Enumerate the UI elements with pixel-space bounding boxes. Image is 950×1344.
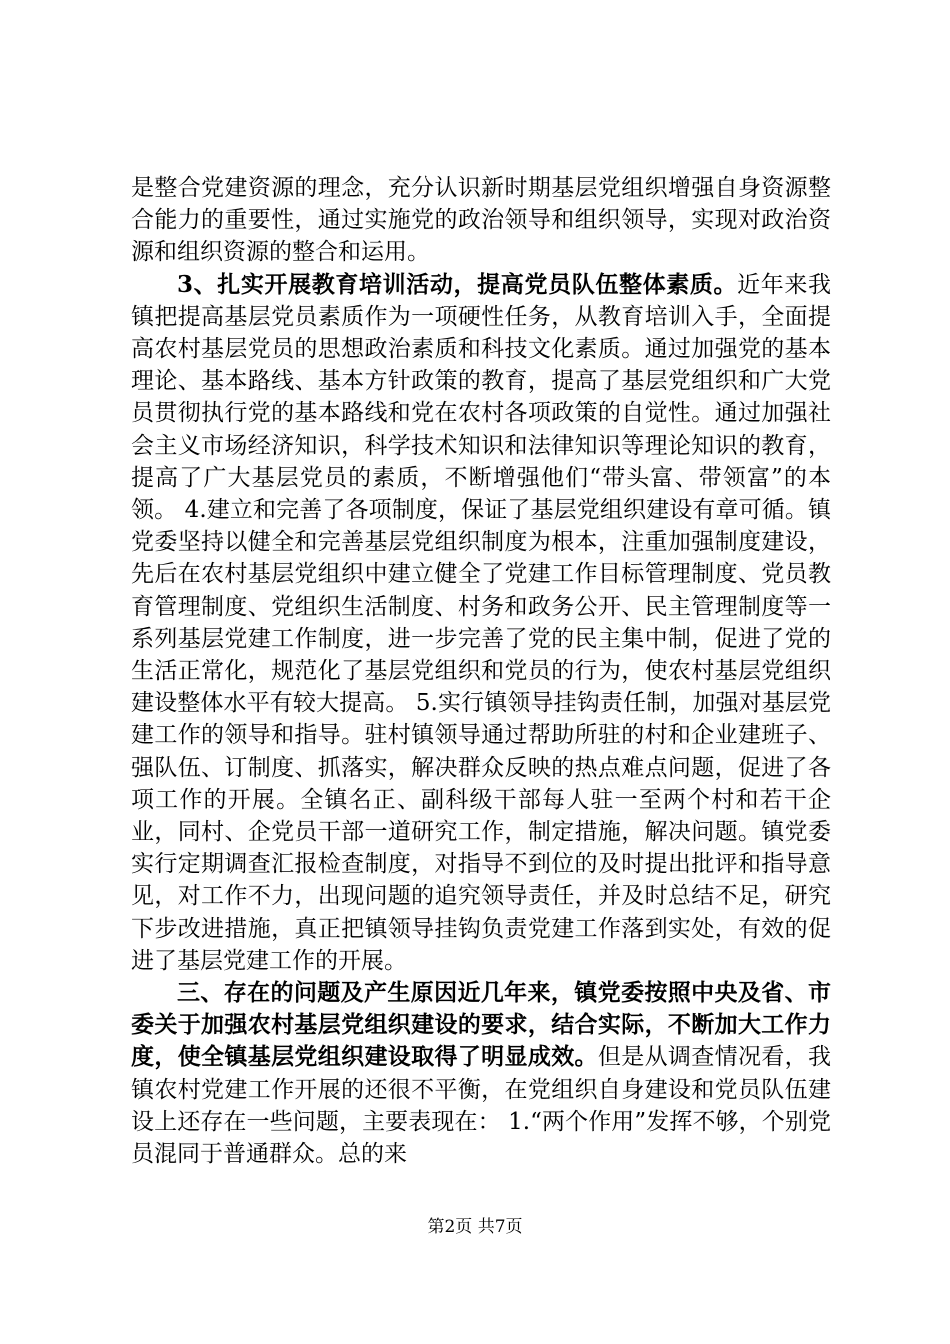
section-3-heading: 3、扎实开展教育培训活动，提高党员队伍整体素质。 xyxy=(177,270,738,298)
paragraph-3 xyxy=(131,977,831,1170)
paragraph-2-text: 近年来我镇把提高基层党员素质作为一项硬性任务，从教育培训入手，全面提高农村基层党员的思想政治素质和科技文化素质。通过加强党的基本理论、基本路线、基本方针政策的教育，提高了基层党组织和广大党员贯彻执行党的基本路线和党在农村各项政策的自觉性。通过加强社会主义市场经济知识，科学技术知识和法律知识等理论知识的教育，提高了广大基层党员的素质，不断增强他们“带头富、带领富”的本领。 4.建立和完善了各项制度，保证了基层党组织建设有章可循。镇党委坚持以健全和完善基层党组织制度为根本，注重加强制度建设，先后在农村基层党组织中建立健全了党建工作目标管理制度、党员教育管理制度、党组织生活制度、村务和政务公开、民主管理制度等一系列基层党建工作制度，进一步完善了党的民主集中制，促进了党的生活正常化，规范化了基层党组织和党员的行为，使农村基层党组织建设整体水平有较大提高。 5.实行镇领导挂钩责任制，加强对基层党建工作的领导和指导。驻村镇领导通过帮助所驻的村和企业建班子、强队伍、订制度、抓落实，解决群众反映的热点难点问题，促进了各项工作的开展。全镇名正、副科级干部每人驻一至两个村和若干企业，同村、企党员干部一道研究工作，制定措施，解决问题。镇党委实行定期调查汇报检查制度，对指导不到位的及时提出批评和指导意见，对工作不力，出现问题的追究领导责任，并及时总结不足，研究下步改进措施，真正把镇领导挂钩负责党建工作落到实处，有效的促进了基层党建工作的开展。 xyxy=(131,271,831,974)
paragraph-2 xyxy=(131,269,831,977)
page-number: 第2页 共7页 xyxy=(427,1217,523,1237)
body-text xyxy=(131,172,831,1170)
paragraph-1 xyxy=(131,172,831,269)
section-three-heading: 三、存在的问题及产生原因近几年来，镇党委按照中央及省、市委关于加强农村基层党组织建设的要求，结合实际，不断加大工作力度，使全镇基层党组织建设取得了明显成效。 xyxy=(131,979,831,1071)
paragraph-3-text: 但是从调查情况看，我镇农村党建工作开展的还很不平衡，在党组织自身建设和党员队伍建设上还存在一些问题，主要表现在： 1.“两个作用”发挥不够，个别党员混同于普通群众。总的来 xyxy=(131,1044,832,1168)
page-footer xyxy=(0,1216,950,1238)
paragraph-1-text: 是整合党建资源的理念，充分认识新时期基层党组织增强自身资源整合能力的重要性，通过实施党的政治领导和组织领导，实现对政治资源和组织资源的整合和运用。 xyxy=(131,175,831,266)
